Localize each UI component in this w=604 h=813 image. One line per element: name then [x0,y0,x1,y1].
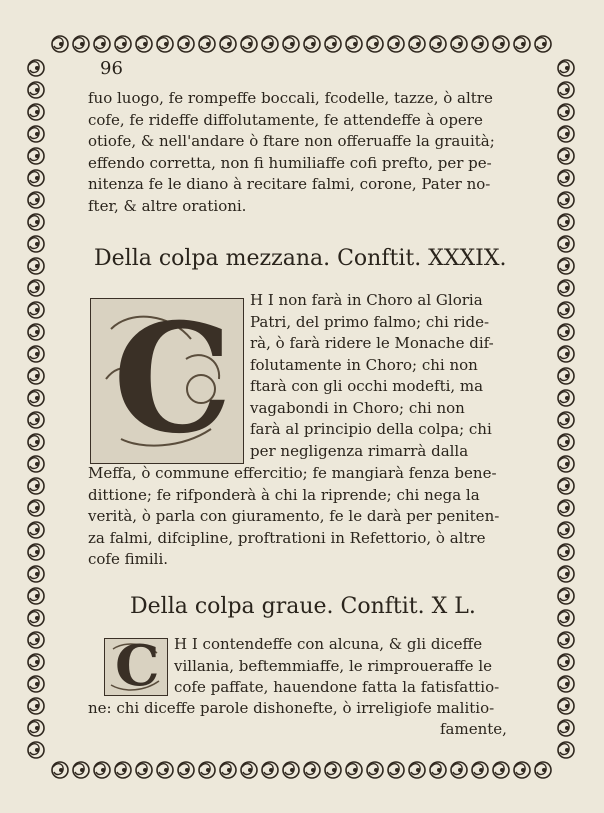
border-knot [558,500,574,516]
border-knot [430,36,446,52]
border-knot [94,762,110,778]
border-knot [52,762,68,778]
text-line: verità, ò parla con giuramento, fe le darà per peniten- [88,507,500,525]
border-knot [346,762,362,778]
border-knot [558,676,574,692]
section-heading-graue: Della colpa graue. Conftit. X L. [130,594,476,619]
section-heading-mezzana: Della colpa mezzana. Conftit. XXXIX. [94,246,507,271]
text-line: rà, ò farà ridere le Monache dif- [250,334,494,352]
border-knot [451,36,467,52]
border-knot [28,632,44,648]
border-knot [558,544,574,560]
border-knot [409,36,425,52]
border-knot [115,762,131,778]
decorated-initial [104,633,168,699]
border-knot [94,36,110,52]
border-knot [558,170,574,186]
border-knot [472,36,488,52]
text-line: za falmi, difcipline, proftrationi in Refettorio, ò altre [88,528,486,547]
border-knot [558,434,574,450]
border-knot [558,236,574,252]
border-knot [28,302,44,318]
border-knot [28,170,44,186]
border-knot [558,742,574,758]
border-knot [28,60,44,76]
catchword: famente, [440,720,507,738]
border-knot [325,762,341,778]
border-knot [558,610,574,626]
border-knot [558,324,574,340]
border-knot [28,258,44,274]
border-knot [558,720,574,736]
border-knot [558,346,574,362]
text-line: fter, & altre orationi. [88,196,247,215]
border-knot [514,762,530,778]
border-knot [558,654,574,670]
border-knot [558,478,574,494]
border-knot [28,676,44,692]
border-knot [283,36,299,52]
text-line: ftarà con gli occhi modefti, ma [250,377,484,395]
border-knot [28,192,44,208]
border-knot [558,280,574,296]
border-knot [28,720,44,736]
border-knot [28,544,44,560]
border-knot [558,412,574,428]
border-knot [558,126,574,142]
border-knot [28,588,44,604]
border-knot [28,610,44,626]
border-knot [304,36,320,52]
border-knot [558,456,574,472]
border-knot [28,104,44,120]
text-line: H I non farà in Choro al Gloria [250,291,483,309]
border-knot [28,280,44,296]
border-knot [28,126,44,142]
border-knot [28,346,44,362]
border-knot [115,36,131,52]
text-line: Patri, del primo falmo; chi ride- [250,312,490,331]
text-line: fuo luogo, fe rompeffe boccali, fcodelle, tazze, ò altre [88,89,493,107]
text-line: cofe paffate, hauendone fatta la fatisfattio- [174,678,500,696]
text-line: otiofe, & nell'andare ò ftare non offeruaffe la grauità; [88,132,495,150]
border-knot [28,324,44,340]
border-knot [558,192,574,208]
text-line: dittione; fe rifponderà à chi la riprende; chi nega la [88,485,480,504]
text-line: cofe, fe rideffe diffolutamente, fe attendeffe à opere [88,110,483,129]
text-line: cofe fimili. [88,550,169,568]
paragraph-top [88,88,528,217]
border-knot [136,762,152,778]
border-knot [178,36,194,52]
border-knot [535,762,551,778]
border-knot [73,762,89,778]
border-knot [28,434,44,450]
border-knot [28,654,44,670]
border-knot [28,698,44,714]
border-knot [220,36,236,52]
border-knot [558,60,574,76]
paragraph-bottom-indented [174,634,534,699]
border-knot [262,36,278,52]
border-knot [262,762,278,778]
border-knot [367,36,383,52]
border-knot [558,588,574,604]
text-line: nitenza fe le diano à recitare falmi, corone, Pater no- [88,175,491,193]
border-knot [558,302,574,318]
border-knot [535,36,551,52]
border-knot [241,36,257,52]
border-knot [28,390,44,406]
text-line: folutamente in Choro; chi non [250,355,478,374]
border-knot [28,522,44,538]
border-knot [199,36,215,52]
initial-letter: C [115,633,160,699]
border-knot [28,412,44,428]
text-line: vagabondi in Choro; chi non [250,398,465,417]
border-knot [28,82,44,98]
paragraph-mid-indented [250,290,530,462]
decorated-initial [90,291,244,467]
border-knot [430,762,446,778]
border-knot [388,36,404,52]
border-knot [558,148,574,164]
border-knot [28,214,44,230]
border-knot [388,762,404,778]
border-knot [178,762,194,778]
border-knot [514,36,530,52]
border-knot [367,762,383,778]
border-knot [28,456,44,472]
border-knot [283,762,299,778]
paragraph-mid-full [88,463,528,571]
initial-letter: C [113,291,233,467]
text-line: villania, beftemmiaffe, le rimproueraffe le [174,656,493,675]
border-knot [558,258,574,274]
border-knot [304,762,320,778]
text-line: ne: chi diceffe parole dishonefte, ò irreligiofe malitio- [88,699,495,717]
border-knot [558,214,574,230]
border-knot [157,762,173,778]
border-knot [558,82,574,98]
border-knot [493,36,509,52]
text-line: farà al principio della colpa; chi [250,420,492,438]
border-knot [558,368,574,384]
border-knot [241,762,257,778]
border-knot [28,566,44,582]
page-number: 96 [100,58,123,79]
border-knot [52,36,68,52]
border-knot [28,148,44,164]
border-knot [558,104,574,120]
border-knot [199,762,215,778]
border-knot [346,36,362,52]
text-line: per negligenza rimarrà dalla [250,441,469,460]
border-knot [28,742,44,758]
border-knot [28,368,44,384]
border-knot [220,762,236,778]
border-knot [558,390,574,406]
border-knot [558,632,574,648]
border-knot [28,236,44,252]
border-knot [493,762,509,778]
text-line: H I contendeffe con alcuna, & gli diceffe [174,635,483,653]
text-line: effendo corretta, non fi humiliaffe cofi prefto, per pe- [88,153,492,172]
paragraph-bottom-full [88,698,528,720]
text-line: Meffa, ò commune effercitio; fe mangiarà fenza bene- [88,464,497,482]
border-knot [409,762,425,778]
border-knot [28,478,44,494]
border-knot [558,566,574,582]
border-knot [73,36,89,52]
border-knot [28,500,44,516]
border-knot [472,762,488,778]
border-knot [451,762,467,778]
border-knot [136,36,152,52]
border-knot [558,698,574,714]
border-knot [558,522,574,538]
border-knot [157,36,173,52]
border-knot [325,36,341,52]
